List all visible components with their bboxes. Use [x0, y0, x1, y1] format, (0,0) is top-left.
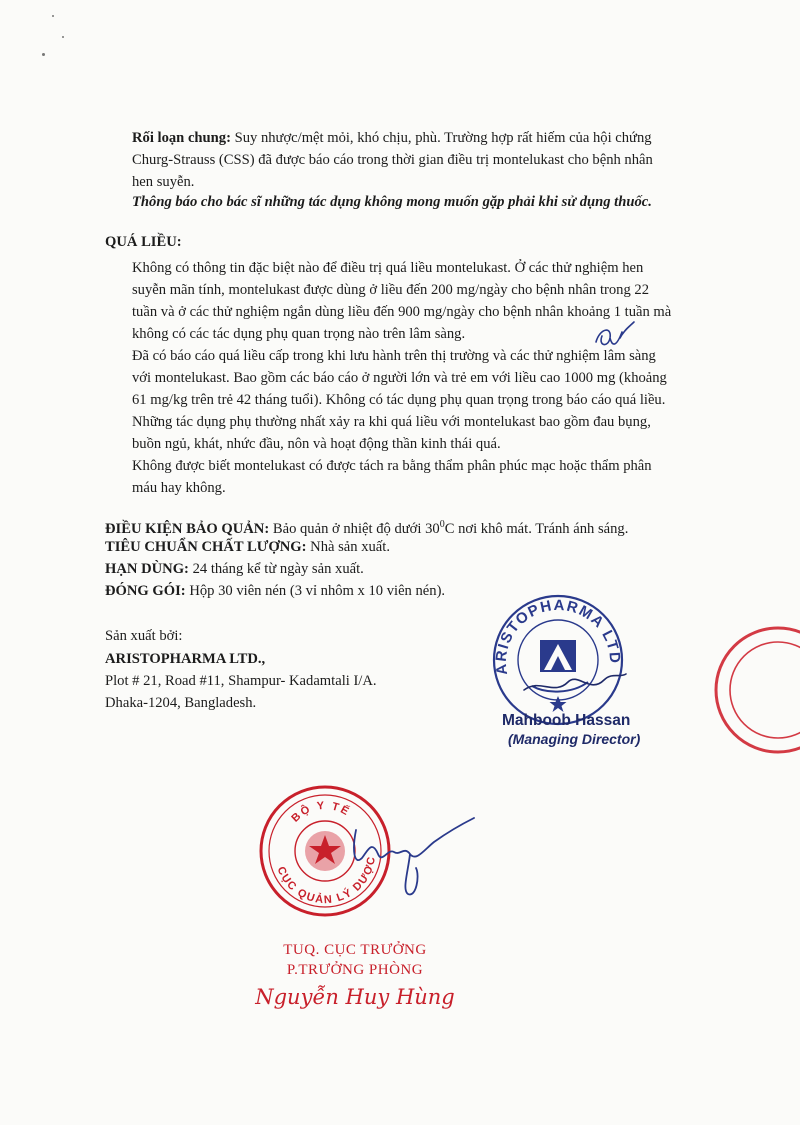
manufacturer-name: ARISTOPHARMA LTD.,	[105, 651, 266, 667]
overdose-p1-line: không có các tác dụng phụ quan trọng nào trên lâm sàng.	[132, 326, 466, 342]
approval-signature	[338, 810, 478, 900]
manufacturer-address2: Dhaka-1204, Bangladesh.	[105, 695, 257, 711]
overdose-p2-line: buồn ngủ, khát, nhức đầu, nôn và hoạt động thần kinh thái quá.	[132, 436, 501, 452]
overdose-p2-line: Những tác dụng phụ thường nhất xảy ra khi quá liều với montelukast bao gồm đau bụng,	[132, 414, 651, 430]
svg-text:ARISTOPHARMA LTD: ARISTOPHARMA LTD	[492, 596, 624, 676]
approval-name: Nguyễn Huy Hùng	[255, 985, 455, 1009]
overdose-p3-line: máu hay không.	[132, 480, 226, 496]
general-disorders-line2: Churg-Strauss (CSS) đã được báo cáo trong thời gian điều trị montelukast cho bệnh nhân	[132, 152, 653, 168]
overdose-p1-line: suyễn mãn tính, montelukast được dùng ở liều đến 200 mg/ngày cho bệnh nhân trong 22	[132, 282, 650, 298]
overdose-p2-line: với montelukast. Bao gồm các báo cáo ở người lớn và trẻ em với liều cao 1000 mg (khoảng	[132, 370, 667, 386]
overdose-p2-line: Đã có báo cáo quá liều cấp trong khi lưu hành trên thị trường và các thử nghiệm lâm sàng	[132, 348, 656, 364]
initial-mark	[590, 318, 638, 358]
quality-standard: TIÊU CHUẨN CHẤT LƯỢNG: Nhà sản xuất.	[105, 539, 390, 555]
partial-red-stamp	[698, 625, 800, 755]
scan-speck	[42, 53, 45, 56]
overdose-p2-line: 61 mg/kg trên trẻ 42 tháng tuổi). Không có tác dụng phụ quan trọng trong báo cáo quá liều.	[132, 392, 666, 408]
expiry: HẠN DÙNG: 24 tháng kể từ ngày sản xuất.	[105, 561, 364, 577]
general-disorders-line1: Rối loạn chung: Suy nhược/mệt mỏi, khó chịu, phù. Trường hợp rất hiếm của hội chứng	[132, 130, 652, 146]
approval-position: P.TRƯỞNG PHÒNG	[286, 962, 424, 978]
storage-condition: ĐIỀU KIỆN BẢO QUẢN: Bảo quản ở nhiệt độ dưới $30^0C$ nơi khô mát. Tránh ánh sáng.	[105, 519, 629, 537]
general-disorders-line3: hen suyễn.	[132, 174, 195, 190]
overdose-p1-line: tuần và ở các thử nghiệm ngắn dùng liều đến 900 mg/ngày cho bệnh nhân khoảng 1 tuần mà	[132, 304, 672, 320]
manufacturer-intro: Sản xuất bởi:	[105, 628, 183, 644]
overdose-p3-line: Không được biết montelukast có được tách ra bằng thẩm phân phúc mạc hoặc thẩm phân	[132, 458, 652, 474]
adverse-effects-notice: Thông báo cho bác sĩ những tác dụng không mong muốn gặp phải khi sử dụng thuốc.	[132, 194, 652, 210]
signatory	[502, 711, 640, 749]
packing: ĐÓNG GÓI: Hộp 30 viên nén (3 vỉ nhôm x 10 viên nén).	[105, 583, 446, 599]
svg-text:CỤC QUẢN LÝ DƯỢC: CỤC QUẢN LÝ DƯỢC	[274, 854, 379, 907]
svg-text:BỘ Y TẾ: BỘ Y TẾ	[289, 799, 353, 825]
overdose-p1-line: Không có thông tin đặc biệt nào để điều trị quá liều montelukast. Ở các thử nghiệm hen	[132, 260, 644, 276]
scan-speck	[52, 15, 54, 17]
approval-block	[250, 940, 460, 1012]
approval-title: TUQ. CỤC TRƯỞNG	[283, 942, 427, 958]
overdose-heading: QUÁ LIỀU:	[105, 234, 182, 250]
director-signature	[520, 660, 630, 710]
manufacturer-address1: Plot # 21, Road #11, Shampur- Kadamtali I/A.	[105, 673, 377, 689]
partial-red-stamp-ring	[698, 625, 800, 755]
signatory-role: (Managing Director)	[508, 731, 641, 747]
signatory-name: Mahboob Hassan	[502, 712, 631, 729]
scan-speck	[62, 36, 64, 38]
